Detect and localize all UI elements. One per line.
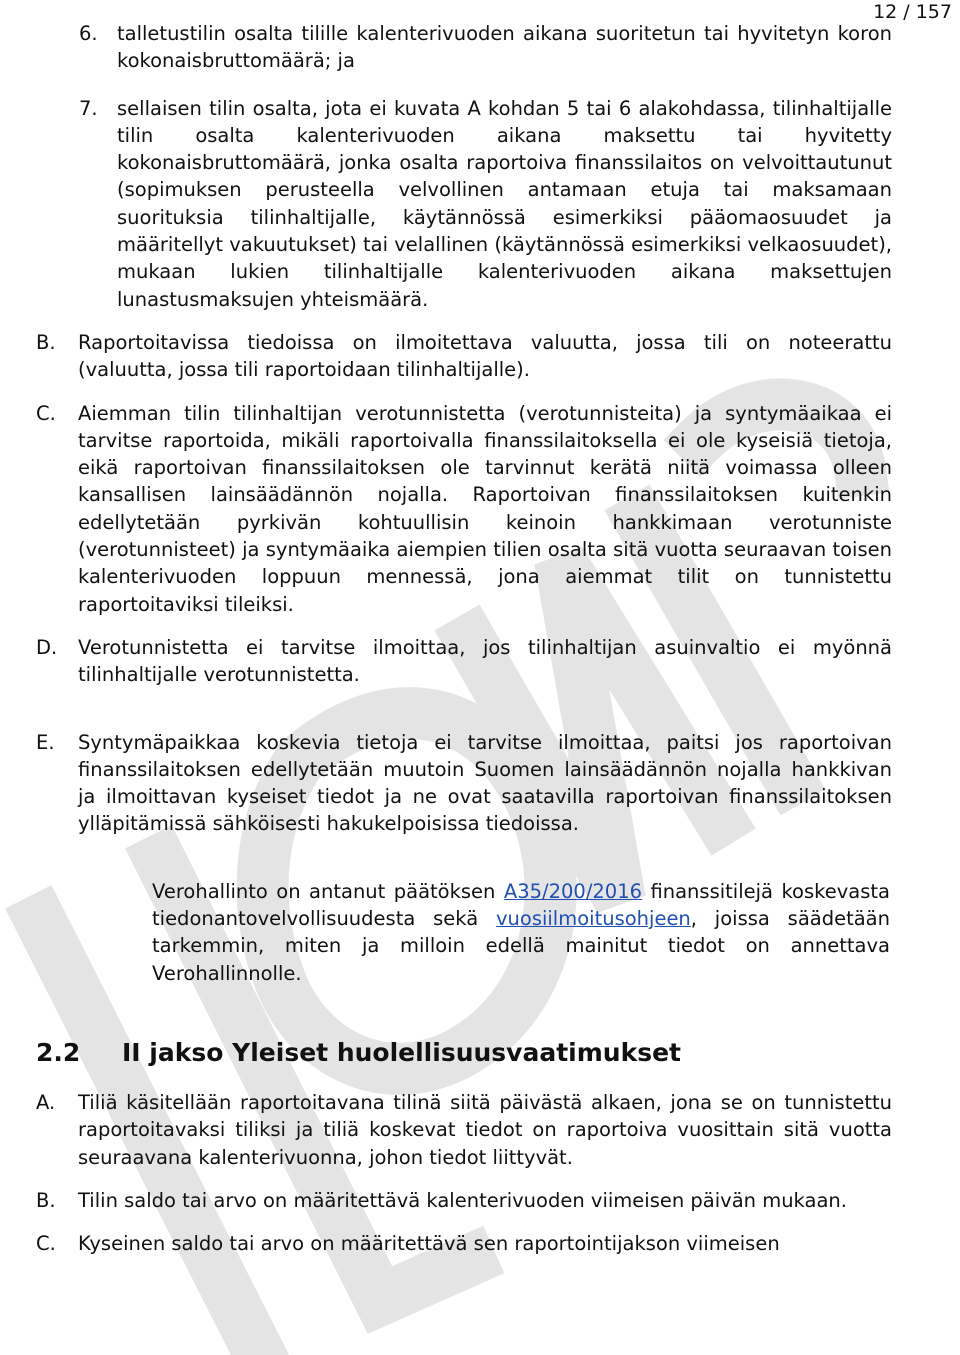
list-item-text: sellaisen tilin osalta, jota ei kuvata A kohdan 5 tai 6 alakohdassa, tilinhaltijalle tilin osalta kalenterivuoden aikana maksettu tai hyvitetty kokonaisbruttomäärä, jonka osalta raportoiva finanssilaitos on velvoittautunut (sopimuksen perusteella velvollinen antamaan etuja tai maksamaan suorituksia tilinhaltijalle, käytännössä esimerkiksi pääomaosuudet ja määritellyt vakuutukset) tai velallinen (käytännössä esimerkiksi velkaosuudet), mukaan lukien tilinhaltijalle kalenterivuoden aikana maksettujen lunastusmaksujen yhteismäärä. bbox=[117, 96, 892, 311]
heading-number: 2.2 bbox=[36, 1037, 81, 1067]
section-text: Verotunnistetta ei tarvitse ilmoittaa, jos tilinhaltijan asuinvaltio ei myönnä tilinhaltijalle verotunnistetta. bbox=[78, 635, 892, 687]
annual-guide-link[interactable]: vuosiilmoitusohjeen bbox=[495, 907, 691, 931]
section-text: Aiemman tilin tilinhaltijan verotunnistetta (verotunnisteita) ja syntymäaikaa ei tarvitse raportoida, mikäli raportoivalla finanssilaitoksella ei ole kyseisiä tietoja, eikä raportoivan finanssilaitoksen ole tarvinnut kerätä niitä voimassa olleen kansallisen lainsäädännön nojalla. Raportoivan finanssilaitoksen kuitenkin edellytetään pyrkivän kohtuullisin keinoin hankkimaan verotunniste (verotunnisteet) ja syntymäaika aiempien tilien osalta sitä vuotta seuraavan toisen kalenterivuoden loppuun mennessä, jona aiemmat tilit on tunnistettu raportoitaviksi tileiksi. bbox=[78, 401, 892, 616]
section-marker: B. bbox=[36, 1188, 56, 1212]
note-text: , joissa säädetään tarkemmin, miten ja milloin edellä mainitut tiedot on annettava Verohallinnolle. bbox=[152, 907, 890, 985]
heading-title: II jakso Yleiset huolellisuusvaatimukset bbox=[122, 1037, 681, 1067]
section-c bbox=[36, 400, 892, 618]
section-marker: A. bbox=[36, 1090, 56, 1114]
list-marker: 6. bbox=[79, 22, 98, 45]
section-text: Tilin saldo tai arvo on määritettävä kalenterivuoden viimeisen päivän mukaan. bbox=[78, 1188, 847, 1212]
section2-b bbox=[36, 1187, 892, 1214]
section-marker: D. bbox=[36, 635, 58, 659]
section-marker: B. bbox=[36, 330, 56, 354]
section2-a bbox=[36, 1089, 892, 1171]
section-text: Raportoitavissa tiedoissa on ilmoitettava valuutta, jossa tili on noteerattu (valuutta, jossa tili raportoidaan tilinhaltijalle). bbox=[78, 330, 892, 382]
page-number: 12 / 157 bbox=[873, 1, 952, 23]
section2-c bbox=[36, 1230, 892, 1257]
section-marker: C. bbox=[36, 401, 56, 425]
list-item-6 bbox=[79, 20, 892, 75]
note-text: finanssitilejä koskevasta tiedonantovelvollisuudesta sekä bbox=[152, 879, 890, 931]
section-d bbox=[36, 634, 892, 689]
list-marker: 7. bbox=[79, 96, 98, 120]
list-item-text: talletustilin osalta tilille kalenterivuoden aikana suoritetun tai hyvitetyn koron kokonaisbruttomäärä; ja bbox=[117, 22, 892, 73]
section-b bbox=[36, 329, 892, 384]
document-body bbox=[0, 20, 960, 1257]
list-item-7 bbox=[79, 95, 892, 313]
section-text: Tiliä käsitellään raportoitavana tilinä siitä päivästä alkaen, jona se on tunnistettu raportoitavaksi tiliksi ja tiliä koskevat tiedot on raportoiva vuosittain sitä vuotta seuraavana kalenterivuonna, johon tiedot liittyvät. bbox=[78, 1090, 892, 1169]
section-heading bbox=[36, 1037, 960, 1069]
section-marker: C. bbox=[36, 1232, 56, 1256]
section-text: Syntymäpaikkaa koskevia tietoja ei tarvitse ilmoittaa, paitsi jos raportoivan finanssilaitoksen edellytetään muutoin Suomen lainsäädännön nojalla hankkivan ja ilmoittavan kyseiset tiedot ja ne ovat saatavilla raportoivan finanssilaitoksen ylläpitämissä sähköisesti hakukelpoisissa tiedoissa. bbox=[78, 730, 892, 836]
note-text: Verohallinto on antanut päätöksen bbox=[152, 879, 504, 903]
section-text: Kyseinen saldo tai arvo on määritettävä sen raportointijakson viimeisen bbox=[78, 1232, 780, 1256]
section-e bbox=[36, 729, 892, 838]
section-marker: E. bbox=[36, 730, 55, 754]
decision-link[interactable]: A35/200/2016 bbox=[503, 879, 643, 903]
note-paragraph bbox=[152, 878, 890, 987]
